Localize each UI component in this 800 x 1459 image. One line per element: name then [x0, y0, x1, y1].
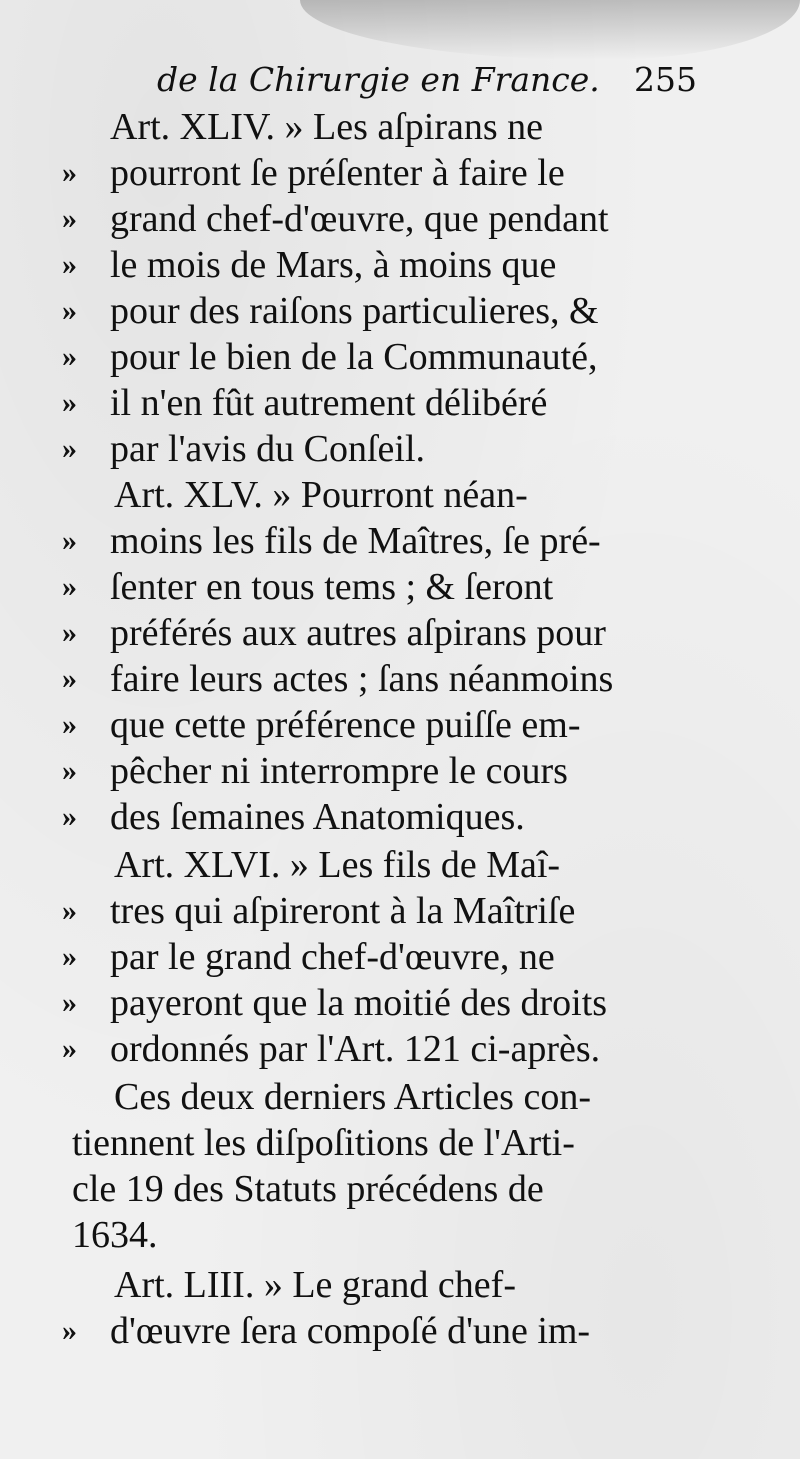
line-text: 1634.: [72, 1214, 158, 1256]
line-text: préférés aux autres aſpirans pour: [110, 612, 606, 654]
running-head-title: de la Chirurgie en France.: [157, 60, 600, 99]
line-text: Ces deux derniers Articles con-: [114, 1076, 591, 1118]
line-text: ordonnés par l'Art. 121 ci-après.: [110, 1028, 601, 1070]
line-text: tiennent les diſpoſitions de l'Arti-: [72, 1122, 575, 1164]
line-text: pour le bien de la Communauté,: [110, 336, 598, 378]
page-number: 255: [634, 60, 697, 99]
line-text: Art. XLIV. » Les aſpirans ne: [110, 106, 544, 148]
quote-mark: »: [62, 616, 77, 649]
line-text: ſenter en tous tems ; & ſeront: [110, 566, 554, 608]
quote-mark: »: [62, 1032, 77, 1065]
line-text: Art. XLV. » Pourront néan-: [114, 474, 528, 516]
quote-mark: »: [62, 248, 77, 281]
line-text: le mois de Mars, à moins que: [110, 244, 557, 286]
line-text: pour des raiſons particulieres, &: [110, 290, 599, 332]
line-text: moins les fils de Maîtres, ſe pré-: [110, 520, 601, 562]
line-text: par le grand chef-d'œuvre, ne: [110, 936, 555, 978]
line-text: payeront que la moitié des droits: [110, 982, 608, 1024]
line-text: grand chef-d'œuvre, que pendant: [110, 198, 609, 240]
quote-mark: »: [62, 986, 77, 1019]
quote-mark: »: [62, 1314, 77, 1347]
line-text: tres qui aſpireront à la Maîtriſe: [110, 890, 576, 932]
quote-mark: »: [62, 570, 77, 603]
line-text: pêcher ni interrompre le cours: [110, 750, 568, 792]
line-text: par l'avis du Conſeil.: [110, 428, 426, 470]
line-text: des ſemaines Anatomiques.: [110, 796, 525, 838]
quote-mark: »: [62, 800, 77, 833]
quote-mark: »: [62, 432, 77, 465]
line-text: faire leurs actes ; ſans néanmoins: [110, 658, 614, 700]
quote-mark: »: [62, 708, 77, 741]
quote-mark: »: [62, 202, 77, 235]
page-stain: [300, 0, 800, 60]
line-text: d'œuvre ſera compoſé d'une im-: [110, 1310, 591, 1352]
quote-mark: »: [62, 156, 77, 189]
quote-mark: »: [62, 294, 77, 327]
line-text: que cette préférence puiſſe em-: [110, 704, 581, 746]
quote-mark: »: [62, 754, 77, 787]
line-text: il n'en fût autrement délibéré: [110, 382, 548, 424]
quote-mark: »: [62, 894, 77, 927]
line-text: Art. XLVI. » Les fils de Maî-: [114, 844, 561, 886]
quote-mark: »: [62, 662, 77, 695]
line-text: cle 19 des Statuts précédens de: [72, 1168, 544, 1210]
quote-mark: »: [62, 386, 77, 419]
quote-mark: »: [62, 940, 77, 973]
line-text: Art. LIII. » Le grand chef-: [114, 1264, 516, 1306]
quote-mark: »: [62, 340, 77, 373]
line-text: pourront ſe préſenter à faire le: [110, 152, 565, 194]
quote-mark: »: [62, 524, 77, 557]
running-head: [157, 58, 697, 102]
